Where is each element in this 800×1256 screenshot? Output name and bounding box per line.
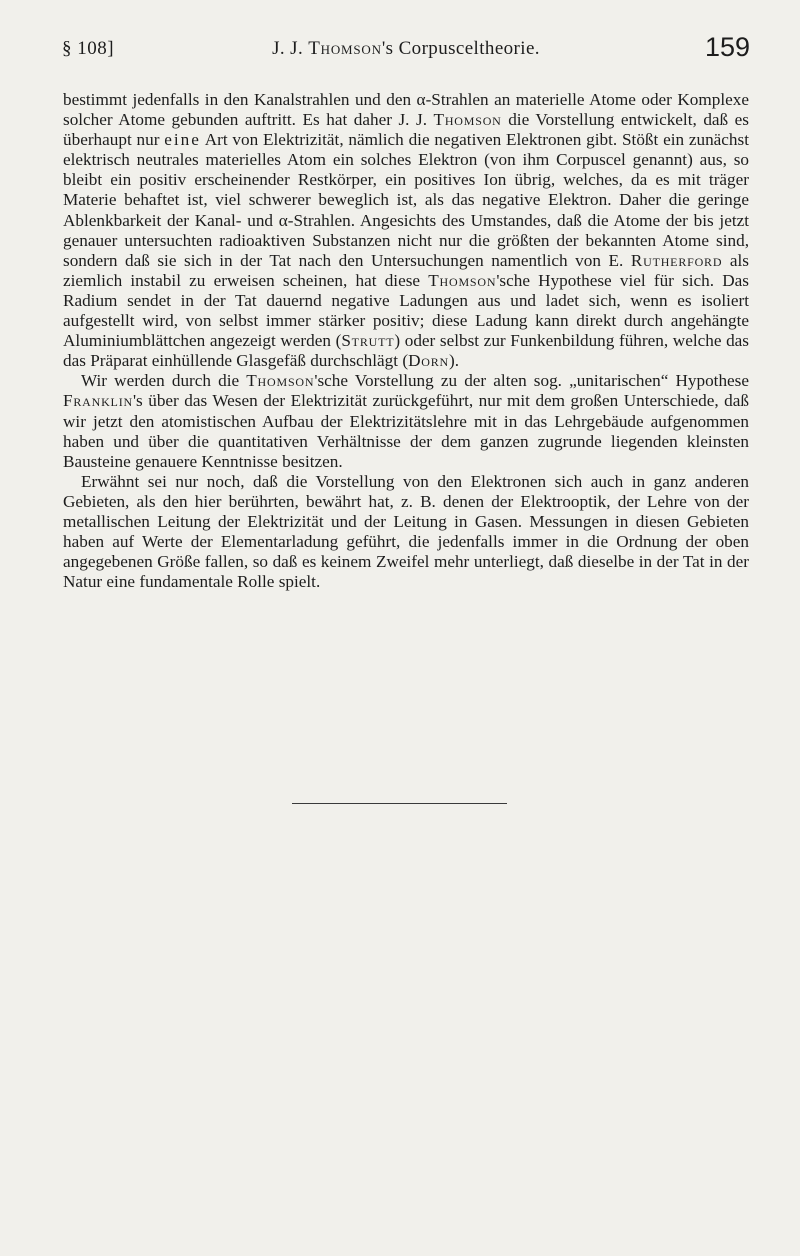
- name-franklin: Franklin: [63, 391, 133, 411]
- running-title-author: J. J.: [272, 38, 309, 59]
- text-run: als ziemlich instabil zu erweisen scheinen, hat diese: [63, 250, 749, 290]
- running-title-rest: 's Corpusceltheorie.: [381, 38, 540, 59]
- paragraph-2: [63, 371, 749, 471]
- paragraph-1: [63, 90, 749, 371]
- section-marker: § 108]: [62, 38, 115, 59]
- text-run: 'sche Vorstellung zu der alten sog. „unitarischen“ Hypothese: [314, 371, 749, 391]
- running-title-name: Thomson: [308, 38, 382, 59]
- name-rutherford: Rutherford: [630, 250, 723, 270]
- section-end-rule: [292, 803, 507, 804]
- name-strutt: Strutt: [341, 331, 395, 351]
- page-number: 159: [704, 32, 750, 62]
- emphasis-eine: eine: [164, 130, 201, 150]
- paragraph-3: [63, 472, 749, 593]
- body-text: [63, 90, 749, 592]
- text-run: die Vorstellung entwickelt, daß es überhaupt nur: [63, 110, 749, 150]
- text-run: Wir werden durch die: [81, 371, 247, 391]
- name-thomson: Thomson: [433, 110, 502, 130]
- text-run: Art von Elektrizität, nämlich die negativen Elektronen gibt. Stößt ein zunächst elektrisch neutrales materielles Atom ein solches Elektron (von ihm Corpuscel genannt) aus, so bleibt ein positiv erscheinender Restkörper, ein positives Ion übrig, welches, da es mit träger Materie behaftet ist, viel schwerer beweglich ist, als das negative Elektron. Daher die geringe Ablenkbarkeit der Kanal- und α-Strahlen. Angesichts des Umstandes, daß die Atome der bis jetzt genauer untersuchten radioaktiven Substanzen nicht nur die größten der bekannten Atome sind, sondern daß sie sich in der Tat nach den Untersuchungen namentlich von E.: [63, 130, 749, 270]
- text-run: bestimmt jedenfalls in den Kanalstrahlen und den α-Strahlen an materielle Atome oder Komplexe solcher Atome gebunden auftritt. Es hat daher J. J.: [63, 90, 749, 130]
- running-head: [62, 34, 750, 68]
- text-run: ).: [449, 351, 460, 371]
- text-run: Erwähnt sei nur noch, daß die Vorstellung von den Elektronen sich auch in ganz anderen Gebieten, als den hier berührten, bewährt hat, z. B. denen der Elektrooptik, der Lehre von der metallischen Leitung der Elektrizität und der Leitung in Gasen. Messungen in diesen Gebieten haben auf Werte der Elementarladung geführt, die jedenfalls immer in die Ordnung der oben angegebenen Größe fallen, so daß es keinem Zweifel mehr unterliegt, daß dieselbe in der Tat in der Natur eine fundamentale Rolle spielt.: [63, 471, 749, 592]
- name-thomson: Thomson: [246, 371, 315, 391]
- text-run: ) oder selbst zur Funkenbildung führen, welche das das Präparat einhüllende Glasgefäß durchschlägt (: [63, 331, 749, 371]
- name-dorn: Dorn: [408, 351, 450, 371]
- running-title: [62, 38, 750, 60]
- text-run: 's über das Wesen der Elektrizität zurückgeführt, nur mit dem großen Unterschiede, daß wir jetzt den atomistischen Aufbau der Elektrizitätslehre mit in das Lehrgebäude aufgenommen haben und über die quantitativen Verhältnisse der dem ganzen zugrunde liegenden kleinsten Bausteine genauere Kenntnisse besitzen.: [63, 391, 749, 471]
- text-run: 'sche Hypothese viel für sich. Das Radium sendet in der Tat dauernd negative Ladungen aus und ladet sich, wenn es isoliert aufgestellt wird, von selbst immer stärker positiv; diese Ladung kann direkt durch angehängte Aluminiumblättchen angezeigt werden (: [63, 270, 749, 351]
- name-thomson: Thomson: [428, 270, 497, 290]
